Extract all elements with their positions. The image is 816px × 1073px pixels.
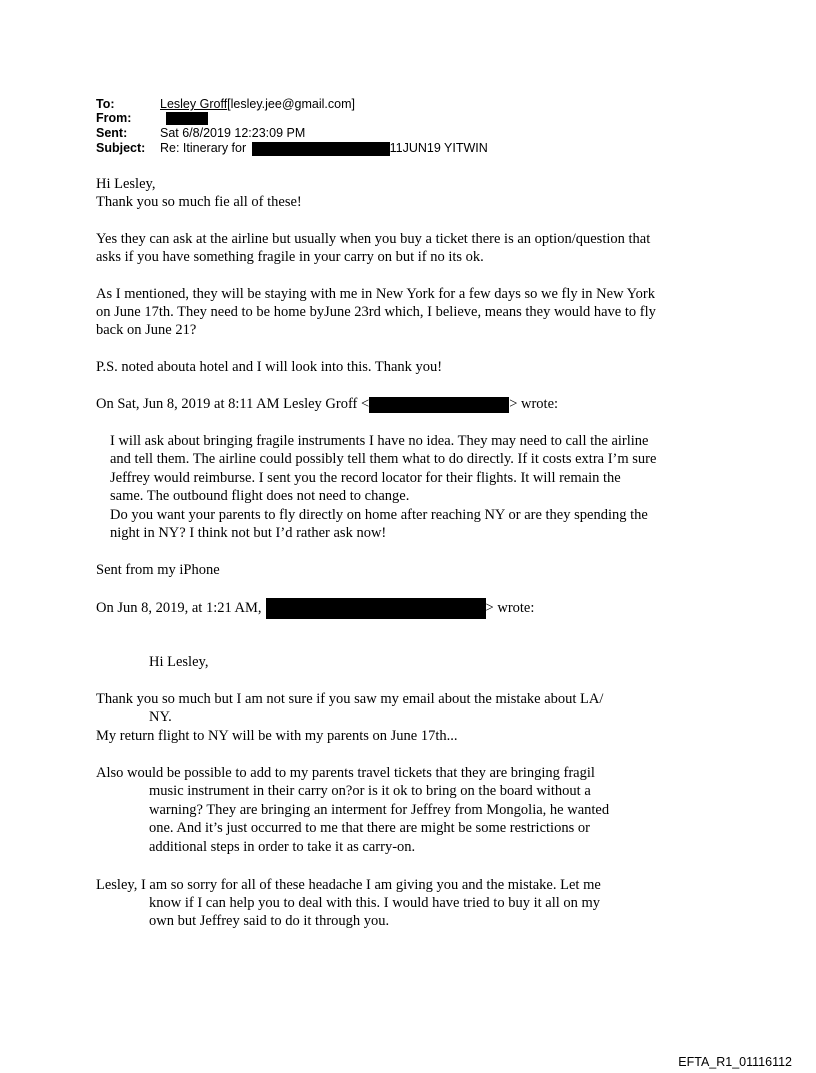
document-id: EFTA_R1_01116112 <box>678 1055 792 1069</box>
reply-paragraph-2-line-2: on June 17th. They need to be home byJune 23rd which, I believe, means they would have to fly <box>96 304 656 320</box>
reply-paragraph-2-line-1: As I mentioned, they will be staying with me in New York for a few days so we fly in New York <box>96 286 655 302</box>
to-label: To: <box>96 97 115 111</box>
quote2-paragraph-4-line-2: know if I can help you to deal with this. I would have tried to buy it all on my <box>149 895 601 911</box>
quote2-paragraph-4-line-3: own but Jeffrey said to do it through you. <box>149 913 390 929</box>
quote1-line-3: Jeffrey would reimburse. I sent you the record locator for their flights. It will remain the <box>110 470 621 486</box>
reply-greeting: Hi Lesley, <box>96 176 156 192</box>
quote1-line-6: night in NY? I think not but I’d rather ask now! <box>110 525 387 541</box>
quote2-paragraph-1-line-1: Thank you so much but I am not sure if you saw my email about the mistake about LA/ <box>96 691 604 707</box>
from-label: From: <box>96 111 132 125</box>
to-email: [lesley.jee@gmail.com] <box>227 97 355 111</box>
quote1-signature: Sent from my iPhone <box>96 562 220 578</box>
quote2-paragraph-3-line-1: Also would be possible to add to my parents travel tickets that they are bringing fragil <box>96 765 595 781</box>
to-value <box>160 97 355 111</box>
subject-prefix: Re: Itinerary for <box>160 141 247 155</box>
subject-value <box>160 141 488 156</box>
reply-paragraph-1-line-1: Yes they can ask at the airline but usually when you buy a ticket there is an option/question that <box>96 231 651 247</box>
quote2-attribution-start: On Jun 8, 2019, at 1:21 AM, <box>96 599 262 616</box>
quote1-line-4: same. The outbound flight does not need to change. <box>110 488 410 504</box>
quote2-paragraph-3-line-5: additional steps in order to take it as carry-on. <box>149 839 416 855</box>
sent-value: Sat 6/8/2019 12:23:09 PM <box>160 126 306 140</box>
reply-thanks: Thank you so much fie all of these! <box>96 194 302 210</box>
from-value <box>166 111 208 125</box>
quote2-paragraph-1-line-2: NY. <box>149 709 172 725</box>
to-name: Lesley Groff <box>160 97 228 111</box>
subject-suffix: 11JUN19 YITWIN <box>389 141 488 155</box>
quote2-greeting: Hi Lesley, <box>149 654 209 670</box>
quote1-attribution-end: > wrote: <box>509 396 559 412</box>
reply-paragraph-1-line-2: asks if you have something fragile in your carry on but if no its ok. <box>96 249 484 265</box>
quote2-paragraph-3-line-2: music instrument in their carry on?or is it ok to bring on the board without a <box>149 783 591 799</box>
redaction-box <box>166 112 208 125</box>
quote2-attribution-end: > wrote: <box>485 599 535 616</box>
quote2-paragraph-3-line-3: warning? They are bringing an interment for Jeffrey from Mongolia, he wanted <box>149 802 610 818</box>
quote1-attribution <box>96 395 558 414</box>
reply-postscript: P.S. noted abouta hotel and I will look into this. Thank you! <box>96 359 443 375</box>
redaction-box <box>369 397 509 413</box>
quote1-line-2: and tell them. The airline could possibly tell them what to do directly. If it costs extra I’m sure <box>110 451 657 467</box>
sent-label: Sent: <box>96 126 128 140</box>
email-header <box>96 97 736 161</box>
subject-label: Subject: <box>96 141 146 155</box>
redaction-box <box>266 598 486 619</box>
quote2-paragraph-4-line-1: Lesley, I am so sorry for all of these headache I am giving you and the mistake. Let me <box>96 877 601 893</box>
quote2-attribution <box>96 598 534 619</box>
quote1-attribution-start: On Sat, Jun 8, 2019 at 8:11 AM Lesley Groff < <box>96 396 370 412</box>
redaction-box <box>252 142 390 156</box>
reply-paragraph-2-line-3: back on June 21? <box>96 322 197 338</box>
quote1-line-5: Do you want your parents to fly directly on home after reaching NY or are they spending the <box>110 507 648 523</box>
quote1-line-1: I will ask about bringing fragile instruments I have no idea. They may need to call the airline <box>110 433 649 449</box>
quote2-paragraph-3-line-4: one. And it’s just occurred to me that there are might be some restrictions or <box>149 820 590 836</box>
quote2-paragraph-2: My return flight to NY will be with my parents on June 17th... <box>96 728 458 744</box>
